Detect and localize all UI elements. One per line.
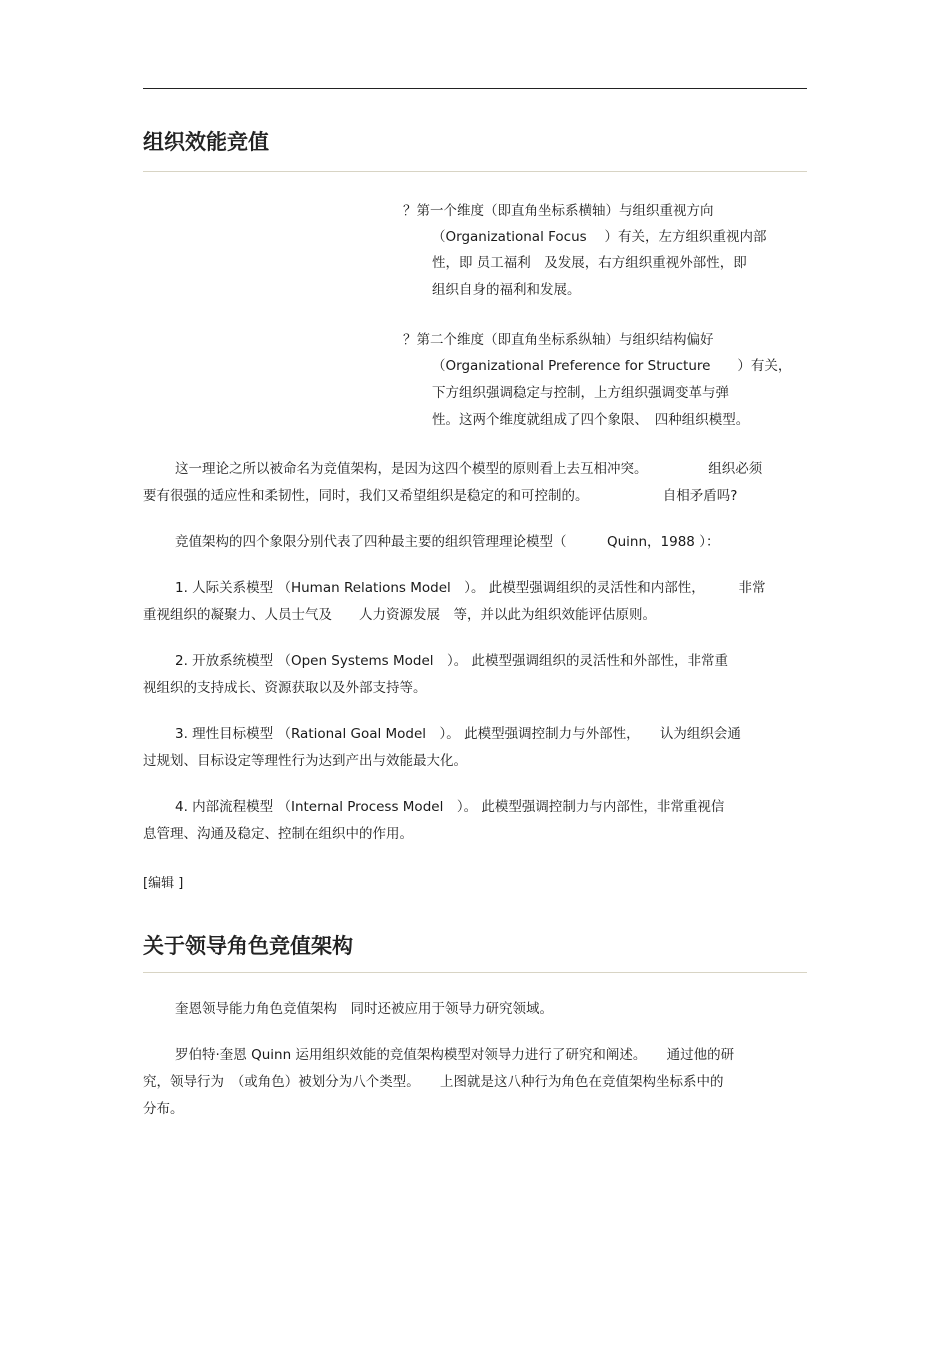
top-rule xyxy=(143,88,807,89)
paragraph-line: 究，领导行为 （或角色）被划分为八个类型。 上图就是这八种行为角色在竞值架构坐标系中的 xyxy=(143,1074,724,1090)
model-line: 3. 理性目标模型 （Rational Goal Model ）。 此模型强调控制力与外部性， 认为组织会通 xyxy=(175,726,741,742)
model-line: 1. 人际关系模型 （Human Relations Model ）。 此模型强调组织的灵活性和内部性， 非常 xyxy=(175,580,766,596)
model-line: 视组织的支持成长、资源获取以及外部支持等。 xyxy=(143,680,427,696)
paragraph-line: 要有很强的适应性和柔韧性，同时，我们又希望组织是稳定的和可控制的。 自相矛盾吗? xyxy=(143,488,738,504)
model-line: 息管理、沟通及稳定、控制在组织中的作用。 xyxy=(143,826,413,842)
bullet-line: 性。这两个维度就组成了四个象限、 四种组织模型。 xyxy=(432,412,750,428)
edit-link[interactable]: [编辑 ] xyxy=(143,876,184,891)
section-heading-org-effectiveness: 组织效能竞值 xyxy=(143,130,269,154)
paragraph-line: 分布。 xyxy=(143,1101,184,1117)
bullet-line: 组织自身的福利和发展。 xyxy=(432,282,581,298)
model-line: 过规划、目标设定等理性行为达到产出与效能最大化。 xyxy=(143,753,467,769)
section-divider xyxy=(143,171,807,172)
paragraph-four-quadrants: 竞值架构的四个象限分别代表了四种最主要的组织管理理论模型（ Quinn，1988 ）： xyxy=(175,534,720,550)
bullet-line: 性，即 员工福利 及发展，右方组织重视外部性，即 xyxy=(432,255,747,271)
bullet-line: （Organizational Preference for Structure ）有关， xyxy=(432,358,792,374)
model-line: 重视组织的凝聚力、人员士气及 人力资源发展 等，并以此为组织效能评估原则。 xyxy=(143,607,656,623)
section-divider xyxy=(143,972,807,973)
bullet-line: （Organizational Focus ）有关，左方组织重视内部 xyxy=(432,229,767,245)
paragraph-line: 罗伯特·奎恩 Quinn 运用组织效能的竞值架构模型对领导力进行了研究和阐述。 通过他的研 xyxy=(175,1047,735,1063)
bullet-line: ？第一个维度（即直角坐标系横轴）与组织重视方向 xyxy=(403,203,714,219)
model-line: 4. 内部流程模型 （Internal Process Model ）。 此模型强调控制力与内部性，非常重视信 xyxy=(175,799,725,815)
paragraph-line: 这一理论之所以被命名为竞值架构，是因为这四个模型的原则看上去互相冲突。 组织必须 xyxy=(175,461,763,477)
section-heading-leadership-roles: 关于领导角色竞值架构 xyxy=(143,934,353,958)
paragraph-leadership-application: 奎恩领导能力角色竞值架构 同时还被应用于领导力研究领域。 xyxy=(175,1001,553,1017)
bullet-line: 下方组织强调稳定与控制，上方组织强调变革与弹 xyxy=(432,385,729,401)
bullet-line: ？第二个维度（即直角坐标系纵轴）与组织结构偏好 xyxy=(403,332,714,348)
model-line: 2. 开放系统模型 （Open Systems Model ）。 此模型强调组织的灵活性和外部性，非常重 xyxy=(175,653,729,669)
